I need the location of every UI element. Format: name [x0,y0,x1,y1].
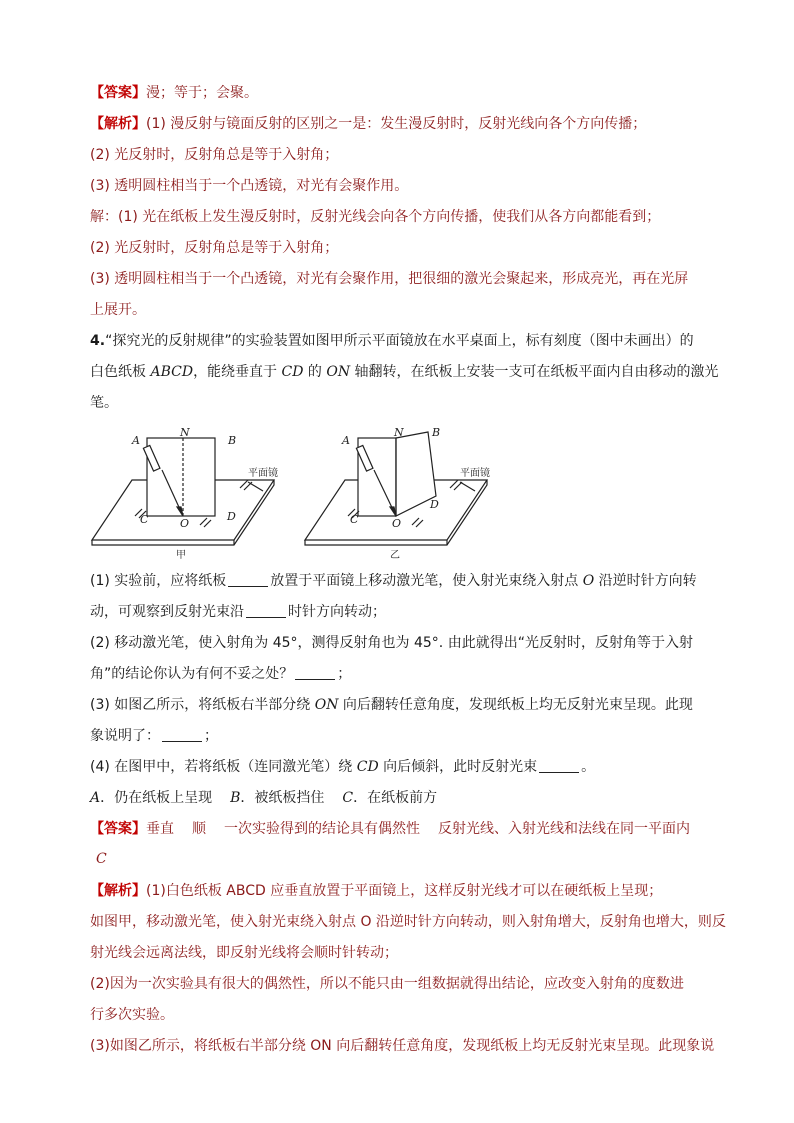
sub4-text-c: 。 [581,759,596,775]
label-N-left: N [180,428,190,439]
label-O-left: O [180,517,190,530]
analysis2-line-1 [90,880,662,902]
sub1-text-d: 动，可观察到反射光束沿 [90,604,244,620]
sub3-text-c: 象说明了： [90,728,160,744]
question-text: “探究光的反射规律”的实验装置如图甲所示平面镜放在水平桌面上，标有刻度（图中未画出）的 [105,333,694,349]
analysis2-line-4: (2)因为一次实验具有很大的偶然性，所以不能只由一组数据就得出结论，应改变入射角的度数进 [90,976,684,992]
analysis2-line-2: 如图甲，移动激光笔，使入射光束绕入射点 O 沿逆时针方向转动，则入射角增大，反射角也增大，则反 [90,914,726,930]
var-o: O [582,573,595,589]
analysis-line-3: (3) 透明圆柱相当于一个凸透镜，对光有会聚作用。 [90,178,409,194]
answer-item-3: 一次实验得到的结论具有偶然性 [224,821,420,837]
analysis-line-2: (2) 光反射时，反射角总是等于入射角； [90,147,339,163]
answer-blank[interactable] [295,665,335,680]
var-on-2: ON [314,697,339,713]
label-D-left: D [227,510,236,523]
solution-text: (1) 光在纸板上发生漫反射时，反射光线会向各个方向传播，使我们从各方向都能看到； [118,209,661,225]
option-a-letter: A [90,790,101,806]
label-C-left: C [140,513,149,526]
answer-item-2: 顺 [192,821,206,837]
sub3-text-d: ； [204,728,218,744]
caption-right: 乙 [390,550,400,560]
sub3-text-b: 向后翻转任意角度，发现纸板上均无反射光束呈现。此现 [338,697,693,713]
sub2-text-c: ； [337,666,352,682]
solution-tag: 解： [90,209,118,225]
experiment-diagram [90,428,710,560]
label-mirror-left: 平面镜 [248,468,278,479]
analysis2-text-1: (1)白色纸板 ABCD 应垂直放置于平面镜上，这样反射光线才可以在硬纸板上呈现； [146,883,663,899]
label-O-right: O [392,517,402,530]
solution-line-4: 上展开。 [90,302,146,318]
solution-line-2: (2) 光反射时，反射角总是等于入射角； [90,240,339,256]
sub-question-2-line-2 [90,663,351,685]
label-mirror-right: 平面镜 [460,468,490,479]
q-text-b: ，能绕垂直于 [193,364,282,380]
experiment-figure [90,428,710,560]
q-text-d: 轴翻转，在纸板上安装一支可在纸板平面内自由移动的激光 [350,364,719,380]
label-N-right: N [394,428,404,439]
sub4-text-b: 向后倾斜，此时反射光束 [378,759,538,775]
answer-tag: 【答案】 [90,85,146,101]
answer-text: 漫；等于；会聚。 [146,85,258,101]
answer-blank[interactable] [162,727,202,742]
option-b-text: ．被纸板挡住 [240,790,325,806]
var-cd: CD [281,364,304,380]
sub2-text-b: 角”的结论你认为有何不妥之处？ [90,666,294,682]
var-abcd: ABCD [150,364,194,380]
sub4-text-a: (4) 在图甲中，若将纸板（连同激光笔）绕 [90,759,357,775]
option-a-text: ．仍在纸板上呈现 [100,790,213,806]
options-line [90,787,437,809]
label-B-right: B [432,428,441,439]
q-text-c: 的 [303,364,327,380]
sub-question-3-line-2 [90,725,218,747]
solution-line-1 [90,206,660,228]
question-4-line-1 [90,330,694,352]
analysis-text: (1) 漫反射与镜面反射的区别之一是：发生漫反射时，反射光线向各个方向传播； [146,116,647,132]
answer-item-1: 垂直 [146,821,174,837]
sub-question-1-line-2 [90,601,386,623]
sub-question-3-line-1 [90,694,693,716]
answer-item-4: 反射光线、入射光线和法线在同一平面内 [438,821,690,837]
answer-item-5: C [96,851,107,867]
caption-left: 甲 [176,550,186,560]
var-on: ON [326,364,351,380]
analysis-line-1 [90,113,646,135]
answer-line-2 [90,818,690,840]
label-C-right: C [350,513,359,526]
sub1-text-b: 放置于平面镜上移动激光笔，使入射光束绕入射点 [270,573,583,589]
sub-question-1-line-1 [90,570,697,592]
answer-blank[interactable] [246,603,286,618]
analysis2-line-6: (3)如图乙所示，将纸板右半部分绕 ON 向后翻转任意角度，发现纸板上均无反射光束呈现。此现象说 [90,1038,715,1054]
paper-board-left [147,438,215,516]
label-A-left: A [132,434,140,447]
answer-tag-2: 【答案】 [90,821,146,837]
analysis2-line-5: 行多次实验。 [90,1007,174,1023]
sub3-text-a: (3) 如图乙所示，将纸板右半部分绕 [90,697,315,713]
question-4-line-2 [90,361,719,383]
sub-question-4-line-1 [90,756,595,778]
option-c-letter: C [342,790,354,806]
answer-line-2b [96,848,107,870]
answer-line-1 [90,82,258,104]
answer-blank[interactable] [539,758,579,773]
q-text-a: 白色纸板 [90,364,151,380]
analysis2-line-3: 射光线会远离法线，即反射光线将会顺时针转动； [90,945,398,961]
question-4-line-3: 笔。 [90,395,118,411]
analysis-tag-2: 【解析】 [90,883,146,899]
solution-line-3: (3) 透明圆柱相当于一个凸透镜，对光有会聚作用，把很细的激光会聚起来，形成亮光，再在光屏 [90,271,689,287]
option-c-text: ．在纸板前方 [353,790,438,806]
sub1-text-a: (1) 实验前，应将纸板 [90,573,227,589]
option-b-letter: B [230,790,241,806]
sub1-text-e: 时针方向转动； [288,604,386,620]
answer-blank[interactable] [228,572,268,587]
label-D-right: D [430,498,439,511]
sub-question-2-line-1: (2) 移动激光笔，使入射角为 45°，测得反射角也为 45°. 由此就得出“光反射时，反射角等于入射 [90,635,693,651]
sub1-text-c: 沿逆时针方向转 [594,573,697,589]
question-number: 4. [90,333,106,349]
analysis-tag: 【解析】 [90,116,146,132]
label-A-right: A [342,434,350,447]
label-B-left: B [228,434,237,447]
var-cd-2: CD [356,759,379,775]
